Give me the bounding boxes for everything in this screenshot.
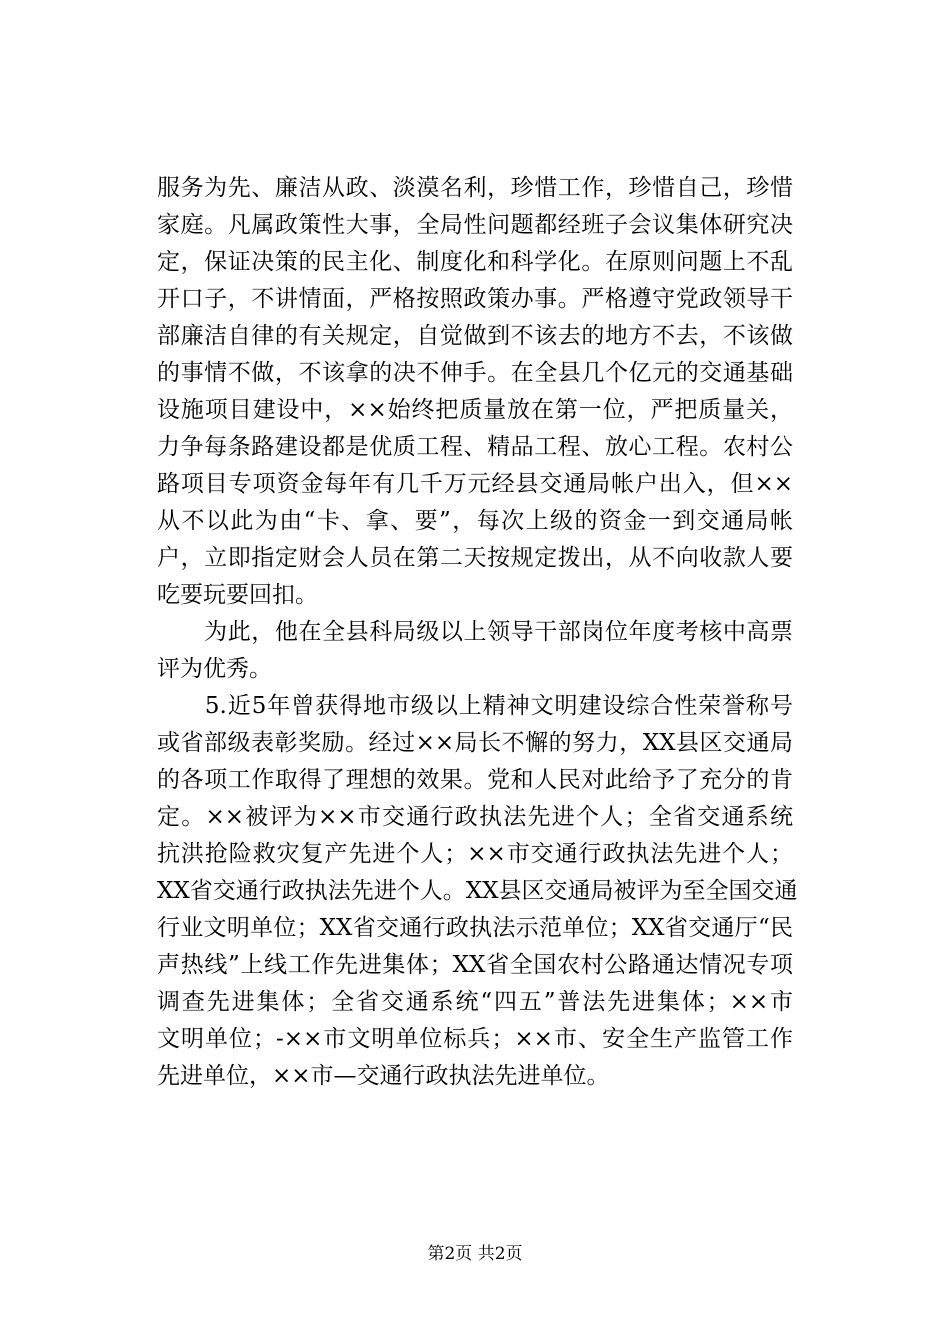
text-line: 为此，他在全县科局级以上领导干部岗位年度考核中高票 xyxy=(157,619,793,645)
text-line: 设施项目建设中，××始终把质量放在第一位，严把质量关， xyxy=(157,397,793,423)
text-line: 抗洪抢险救灾复产先进个人；××市交通行政执法先进个人； xyxy=(157,841,793,867)
text-line: 家庭。凡属政策性大事，全局性问题都经班子会议集体研究决 xyxy=(157,212,793,238)
text-line: 调查先进集体；全省交通系统“四五”普法先进集体；××市 xyxy=(157,989,793,1015)
text-line: 部廉洁自律的有关规定，自觉做到不该去的地方不去，不该做 xyxy=(157,323,793,349)
text-line: 定。××被评为××市交通行政执法先进个人；全省交通系统 xyxy=(157,804,793,830)
body-text xyxy=(157,170,798,1095)
text-line: 5.近5年曾获得地市级以上精神文明建设综合性荣誉称号 xyxy=(157,693,793,719)
text-line: 的各项工作取得了理想的效果。党和人民对此给予了充分的肯 xyxy=(157,767,793,793)
text-line: 从不以此为由“卡、拿、要”，每次上级的资金一到交通局帐 xyxy=(157,508,793,534)
page-footer: 第2页 共2页 xyxy=(427,1244,523,1264)
text-line: 吃要玩要回扣。 xyxy=(157,582,318,608)
text-line: 文明单位；-××市文明单位标兵；××市、安全生产监管工作 xyxy=(157,1026,793,1052)
text-line: 户，立即指定财会人员在第二天按规定拨出，从不向收款人要 xyxy=(157,545,793,571)
text-line: 行业文明单位；XX省交通行政执法示范单位；XX省交通厅“民 xyxy=(157,915,793,941)
text-line: 力争每条路建设都是优质工程、精品工程、放心工程。农村公 xyxy=(157,434,793,460)
text-line: 路项目专项资金每年有几千万元经县交通局帐户出入，但×× xyxy=(157,471,793,497)
text-line: 评为优秀。 xyxy=(157,656,272,682)
text-line: 声热线”上线工作先进集体；XX省全国农村公路通达情况专项 xyxy=(157,952,793,978)
text-line: 先进单位，××市—交通行政执法先进单位。 xyxy=(157,1063,610,1089)
text-line: 服务为先、廉洁从政、淡漠名利，珍惜工作，珍惜自己，珍惜 xyxy=(157,175,793,201)
text-line: XX省交通行政执法先进个人。XX县区交通局被评为至全国交通 xyxy=(157,878,798,904)
text-line: 开口子，不讲情面，严格按照政策办事。严格遵守党政领导干 xyxy=(157,286,793,312)
text-line: 的事情不做，不该拿的决不伸手。在全县几个亿元的交通基础 xyxy=(157,360,793,386)
text-line: 定，保证决策的民主化、制度化和科学化。在原则问题上不乱 xyxy=(157,249,793,275)
text-line: 或省部级表彰奖励。经过××局长不懈的努力，XX县区交通局 xyxy=(157,730,793,756)
